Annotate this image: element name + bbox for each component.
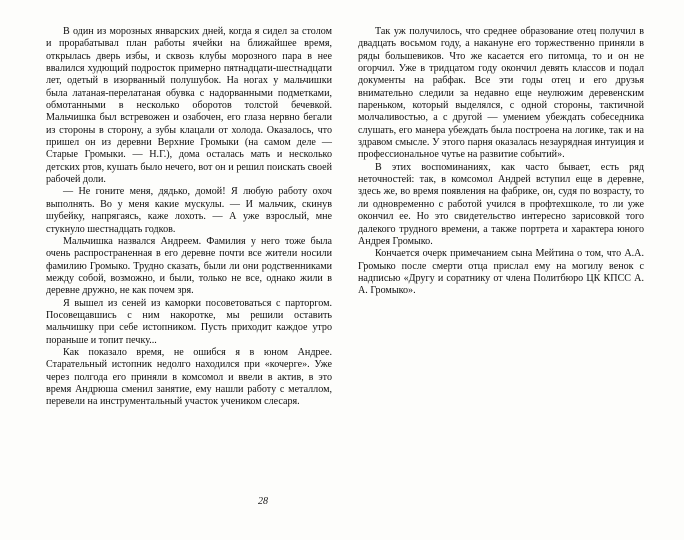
paragraph: — Не гоните меня, дядько, домой! Я любую работу охоч выполнять. Во у меня какие мускулы. — И мальчик, скинув шубейку, напрягаясь, каже лохоть. — А уже взрослый, мне стукнуло шестнадцать годков. <box>46 186 332 235</box>
paragraph: В один из морозных январских дней, когда я сидел за столом и прорабатывал план работы ячейки на ближайшее время, открылась дверь избы, и сквозь клубы морозного пара в нее ввалился худющий подросток примерно пятнадцати-шестнадцати лет, одетый в изорванный полушубок. На ногах у мальчишки была латаная-перелатаная обувка с надорванными подметками, обмотанными в несколько оборотов толстой бечевкой. Мальчишка был встревожен и озабочен, его глаза нервно бегали из стороны в сторону, а зубы клацали от холода. Оказалось, что пришел он из деревни Верхние Громыки (на самом деле — Старые Громыки. — Н.Г.), дома осталась мать и несколько детских ртов, кушать было нечего, вот он и решил поискать своей рабочей доли. <box>46 26 332 186</box>
paragraph: В этих воспоминаниях, как часто бывает, есть ряд неточностей: так, в комсомол Андрей вступил еще в деревне, здесь же, во время появления на фабрике, он, судя по возрасту, то ли одновременно с работой учился в профтехшколе, то ли уже окончил ее. Но это свидетельство интересно зарисовкой того далекого трудного времени, а также портрета и характера юного Андрея Громыко. <box>358 161 644 247</box>
page-number-value: 28 <box>258 496 268 507</box>
right-column <box>358 26 644 409</box>
paragraph: Я вышел из сеней из каморки посоветоваться с парторгом. Посовещавшись с ним накоротке, мы решили оставить мальчишку при себе истопником. Пусть приходит каждое утро пораньше и топит печку... <box>46 297 332 346</box>
paragraph: Так уж получилось, что среднее образование отец получил в двадцать восьмом году, а накануне его торжественно приняли в ряды большевиков. Что же касается его питомца, то и он не огорчил. Уже в тридцатом году окончил девять классов и подал документы на рабфак. Все эти годы отец и его друзья внимательно следили за недавно еще неулюжим деревенским пареньком, который выделялся, с одной стороны, тактичной молчаливостью, а с другой — умением убеждать собеседника слушать, его манера убеждать была построена на логике, так и на здравом смысле. У этого парня оказалась незаурядная интуиция и профессиональное чутье на развитие событий». <box>358 26 644 161</box>
paragraph: Мальчишка назвался Андреем. Фамилия у него тоже была очень распространенная в его деревне почти все жители носили фамилию Громыко. Трудно сказать, были ли они родственниками между собой, возможно, и были, только не все, однако жили в деревне дружно, не как почем зря. <box>46 235 332 297</box>
paragraph: Кончается очерк примечанием сына Мейтина о том, что А.А. Громыко после смерти отца прислал ему на могилу венок с надписью «Другу и соратнику от члена Политбюро ЦК КПСС А. А. Громыко». <box>358 248 644 297</box>
text-columns <box>46 26 644 409</box>
paragraph: Как показало время, не ошибся я в юном Андрее. Старательный истопник недолго находился при «кочерге». Уже через полгода его приняли в комсомол и ввели в актив, в это время Андрюша сменил занятие, ему нашли работу с металлом, перевели на инструментальный участок учеником слесаря. <box>46 346 332 408</box>
left-column <box>46 26 332 409</box>
page-number <box>0 496 684 507</box>
